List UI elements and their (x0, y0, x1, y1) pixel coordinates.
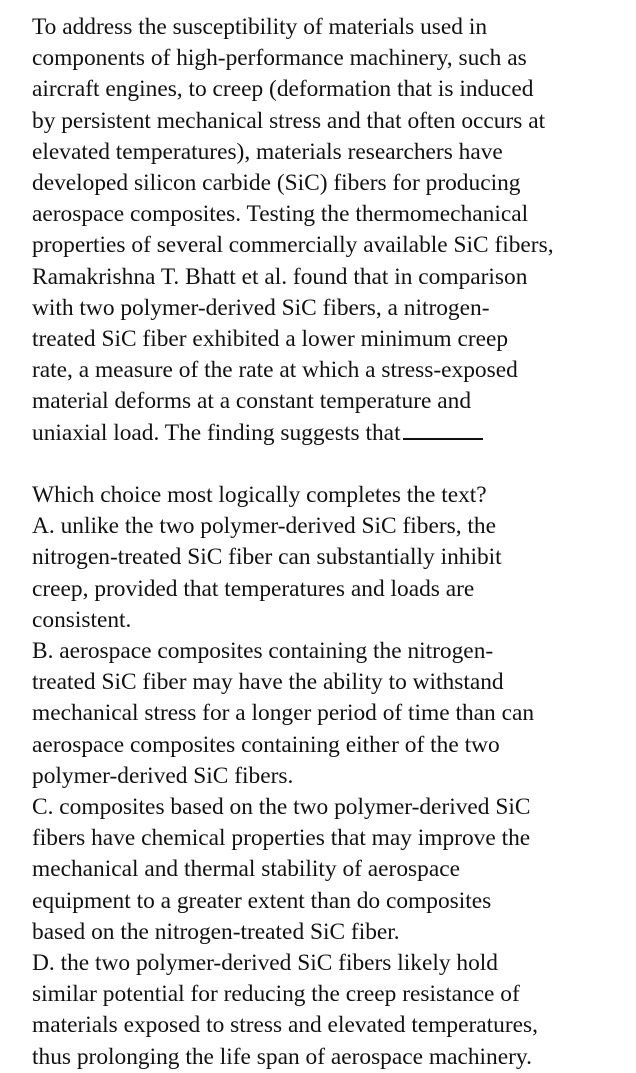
passage-line: treated SiC fiber exhibited a lower minimum creep (32, 326, 509, 353)
question-prompt: Which choice most logically completes the text? (32, 482, 487, 509)
choice-line: mechanical stress for a longer period of time than can (32, 700, 535, 727)
section-spacer (32, 449, 622, 480)
passage-line: elevated temperatures), materials researchers have (32, 138, 503, 165)
choice-a[interactable] (32, 511, 622, 636)
choice-line: equipment to a greater extent than do composites (32, 887, 492, 914)
choice-line: nitrogen-treated SiC fiber can substantially inhibit (32, 544, 502, 571)
choice-line: materials exposed to stress and elevated temperatures, (32, 1012, 538, 1039)
passage-line: rate, a measure of the rate at which a stress-exposed (32, 357, 518, 384)
passage-line: by persistent mechanical stress and that often occurs at (32, 107, 546, 134)
passage-line: Ramakrishna T. Bhatt et al. found that in comparison (32, 263, 528, 290)
passage-line-text: uniaxial load. The finding suggests that (32, 419, 401, 446)
choice-line: similar potential for reducing the creep resistance of (32, 981, 520, 1008)
passage-line: aircraft engines, to creep (deformation that is induced (32, 76, 534, 103)
choice-b[interactable] (32, 636, 622, 792)
passage-line: material deforms at a constant temperature and (32, 388, 472, 415)
passage-last-line (32, 418, 622, 449)
passage-line: To address the susceptibility of materials used in (32, 14, 488, 40)
choice-line: thus prolonging the life span of aerospace machinery. (32, 1043, 532, 1070)
passage-line: properties of several commercially available SiC fibers, (32, 232, 554, 259)
passage-line: components of high-performance machinery, such as (32, 45, 527, 72)
choice-line: B. aerospace composites containing the nitrogen- (32, 638, 494, 665)
choice-line: C. composites based on the two polymer-derived SiC (32, 794, 531, 821)
passage-line: with two polymer-derived SiC fibers, a nitrogen- (32, 294, 490, 321)
answer-blank (403, 420, 483, 440)
choice-line: A. unlike the two polymer-derived SiC fibers, the (32, 513, 496, 540)
choice-c[interactable] (32, 792, 622, 948)
choice-line: treated SiC fiber may have the ability to withstand (32, 669, 504, 696)
choice-line: based on the nitrogen-treated SiC fiber. (32, 918, 400, 945)
choice-line: polymer-derived SiC fibers. (32, 762, 294, 789)
choice-line: mechanical and thermal stability of aerospace (32, 856, 460, 883)
passage-text (32, 12, 622, 449)
choice-d[interactable] (32, 948, 622, 1073)
passage-line: developed silicon carbide (SiC) fibers for producing (32, 170, 521, 197)
choice-line: creep, provided that temperatures and loads are (32, 575, 475, 602)
question-document (32, 12, 622, 1073)
choice-line: D. the two polymer-derived SiC fibers likely hold (32, 950, 498, 977)
choice-line: fibers have chemical properties that may improve the (32, 825, 531, 852)
passage-line: aerospace composites. Testing the thermomechanical (32, 201, 529, 228)
choice-line: aerospace composites containing either of the two (32, 731, 500, 758)
choice-line: consistent. (32, 606, 132, 633)
